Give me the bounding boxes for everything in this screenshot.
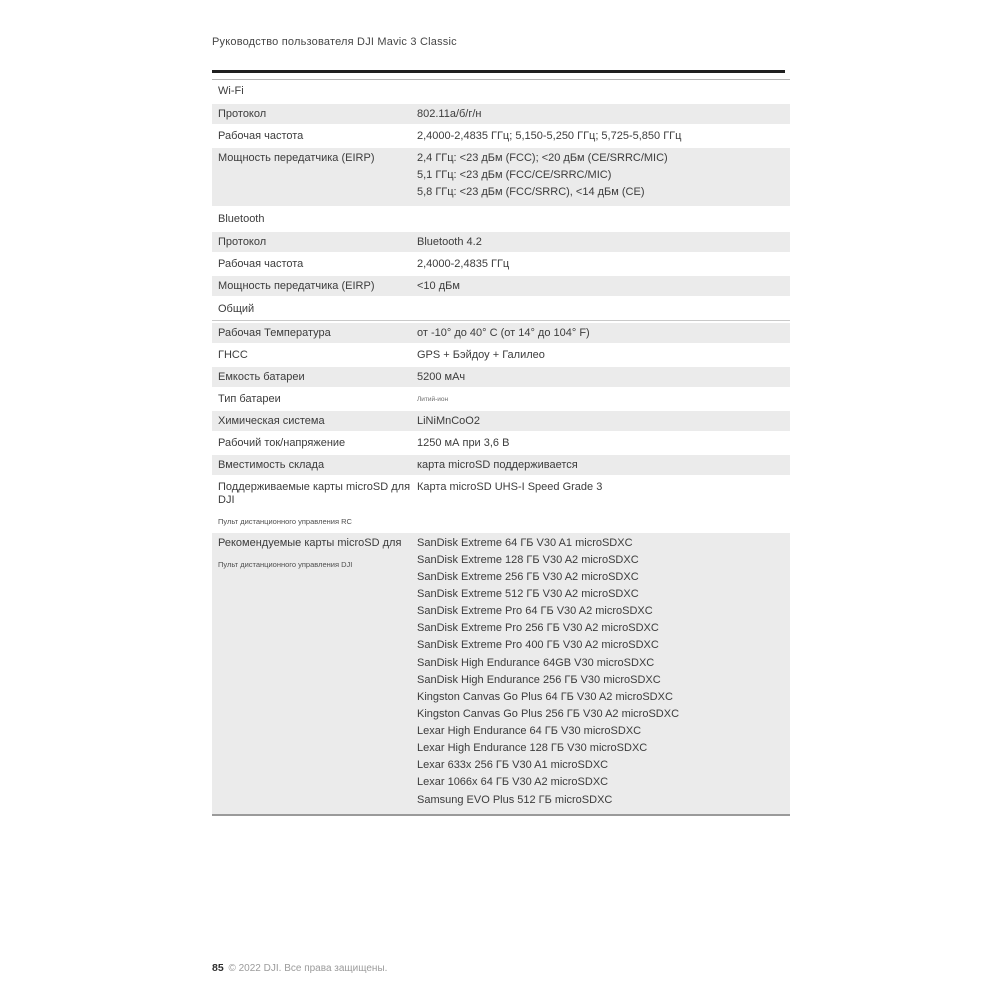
section-row bbox=[212, 298, 790, 321]
spec-value-cell bbox=[417, 389, 790, 409]
spec-value-cell bbox=[417, 148, 790, 206]
spec-label-cell bbox=[212, 104, 417, 124]
spec-value-line: Lexar 633x 256 ГБ V30 A1 microSDXC bbox=[417, 759, 609, 771]
spec-row bbox=[212, 345, 790, 365]
spec-label: Протокол bbox=[218, 236, 267, 248]
spec-value-line: SanDisk Extreme 64 ГБ V30 A1 microSDXC bbox=[417, 537, 633, 549]
spec-row bbox=[212, 433, 790, 453]
spec-value-line: Lexar 1066x 64 ГБ V30 A2 microSDXC bbox=[417, 776, 609, 788]
spec-value-cell bbox=[417, 232, 790, 252]
spec-row bbox=[212, 323, 790, 343]
spec-value-line: SanDisk Extreme Pro 400 ГБ V30 A2 microSDXC bbox=[417, 639, 659, 651]
spec-value-line: Bluetooth 4.2 bbox=[417, 236, 482, 248]
page-header-title: Руководство пользователя DJI Mavic 3 Classic bbox=[212, 36, 457, 48]
spec-row bbox=[212, 411, 790, 431]
spec-value-line: Lexar High Endurance 64 ГБ V30 microSDXC bbox=[417, 725, 642, 737]
spec-row bbox=[212, 276, 790, 296]
spec-table bbox=[212, 79, 790, 816]
spec-value-line: 5200 мАч bbox=[417, 371, 466, 383]
header-rule bbox=[212, 70, 785, 73]
spec-value-cell bbox=[417, 276, 790, 296]
spec-value-line: GPS + Бэйдоу + Галилео bbox=[417, 349, 545, 361]
spec-value-line: 2,4000-2,4835 ГГц bbox=[417, 258, 510, 270]
spec-label-cell bbox=[212, 232, 417, 252]
spec-value-cell bbox=[417, 367, 790, 387]
spec-label-cell bbox=[212, 148, 417, 206]
spec-label: Тип батареи bbox=[218, 393, 281, 405]
spec-row bbox=[212, 367, 790, 387]
section-label: Bluetooth bbox=[218, 213, 265, 225]
spec-label-cell bbox=[212, 367, 417, 387]
spec-label: Мощность передатчика (EIRP) bbox=[218, 280, 375, 292]
manual-page bbox=[212, 36, 790, 816]
spec-value-line: SanDisk High Endurance 256 ГБ V30 microSDXC bbox=[417, 674, 661, 686]
spec-label-cell bbox=[212, 411, 417, 431]
spec-label: Поддерживаемые карты microSD для DJI bbox=[218, 481, 411, 506]
spec-sublabel: Пульт дистанционного управления RC bbox=[218, 517, 352, 526]
spec-value-cell bbox=[417, 254, 790, 274]
spec-value-cell bbox=[417, 533, 790, 814]
section-label: Wi-Fi bbox=[218, 85, 244, 97]
spec-label: Химическая система bbox=[218, 415, 325, 427]
spec-row bbox=[212, 232, 790, 252]
spec-label-cell bbox=[212, 126, 417, 146]
spec-value-cell bbox=[417, 433, 790, 453]
spec-value-line: 2,4000-2,4835 ГГц; 5,150-5,250 ГГц; 5,725-5,850 ГГц bbox=[417, 130, 682, 142]
spec-value-line: Lexar High Endurance 128 ГБ V30 microSDXC bbox=[417, 742, 648, 754]
spec-row bbox=[212, 477, 790, 531]
section-row bbox=[212, 208, 790, 230]
spec-label-cell bbox=[212, 276, 417, 296]
spec-value-line: SanDisk Extreme 256 ГБ V30 A2 microSDXC bbox=[417, 571, 639, 583]
spec-label: Вместимость склада bbox=[218, 459, 325, 471]
copyright-text: © 2022 DJI. Все права защищены. bbox=[228, 963, 388, 974]
spec-row bbox=[212, 455, 790, 475]
spec-label-cell bbox=[212, 389, 417, 409]
spec-label-cell bbox=[212, 533, 417, 814]
spec-value-line: карта microSD поддерживается bbox=[417, 459, 578, 471]
spec-label: Емкость батареи bbox=[218, 371, 305, 383]
page-number: 85 bbox=[212, 962, 224, 974]
spec-label-cell bbox=[212, 345, 417, 365]
spec-label-cell bbox=[212, 455, 417, 475]
spec-value-line: SanDisk Extreme 128 ГБ V30 A2 microSDXC bbox=[417, 554, 639, 566]
spec-value-line: Карта microSD UHS-I Speed Grade 3 bbox=[417, 481, 603, 493]
section-label: Общий bbox=[218, 303, 255, 315]
spec-label: Рабочая частота bbox=[218, 258, 304, 270]
spec-row bbox=[212, 148, 790, 206]
spec-value-cell bbox=[417, 345, 790, 365]
section-row bbox=[212, 80, 790, 102]
spec-row bbox=[212, 533, 790, 814]
spec-value-cell bbox=[417, 411, 790, 431]
spec-value-line: от -10° до 40° C (от 14° до 104° F) bbox=[417, 327, 590, 339]
spec-value-line: 5,8 ГГц: <23 дБм (FCC/SRRC), <14 дБм (CE) bbox=[417, 186, 645, 198]
spec-value-line: Samsung EVO Plus 512 ГБ microSDXC bbox=[417, 794, 613, 806]
spec-label: Рабочая Температура bbox=[218, 327, 331, 339]
spec-label: Рабочий ток/напряжение bbox=[218, 437, 346, 449]
spec-value-cell bbox=[417, 323, 790, 343]
spec-value-cell bbox=[417, 104, 790, 124]
spec-row bbox=[212, 254, 790, 274]
spec-value-line: SanDisk Extreme Pro 64 ГБ V30 A2 microSDXC bbox=[417, 605, 653, 617]
spec-label: Рекомендуемые карты microSD для bbox=[218, 537, 402, 549]
spec-label-cell bbox=[212, 254, 417, 274]
page-footer bbox=[212, 962, 387, 974]
spec-value-line: Литий-ион bbox=[417, 396, 449, 403]
spec-row bbox=[212, 104, 790, 124]
spec-value-line: Kingston Canvas Go Plus 256 ГБ V30 A2 microSDXC bbox=[417, 708, 680, 720]
spec-value-line: LiNiMnCoO2 bbox=[417, 415, 480, 427]
spec-label-cell bbox=[212, 323, 417, 343]
spec-value-cell bbox=[417, 477, 790, 531]
spec-sublabel: Пульт дистанционного управления DJI bbox=[218, 560, 353, 569]
spec-label-cell bbox=[212, 477, 417, 531]
spec-value-line: SanDisk Extreme Pro 256 ГБ V30 A2 microSDXC bbox=[417, 622, 659, 634]
spec-value-line: SanDisk High Endurance 64GB V30 microSDXC bbox=[417, 657, 655, 669]
spec-value-line: 1250 мА при 3,6 В bbox=[417, 437, 510, 449]
spec-row bbox=[212, 389, 790, 409]
spec-value-line: SanDisk Extreme 512 ГБ V30 A2 microSDXC bbox=[417, 588, 639, 600]
spec-value-cell bbox=[417, 126, 790, 146]
spec-row bbox=[212, 126, 790, 146]
spec-value-cell bbox=[417, 455, 790, 475]
spec-label: Протокол bbox=[218, 108, 267, 120]
spec-value-line: 802.11a/б/г/н bbox=[417, 108, 482, 120]
spec-value-line: 5,1 ГГц: <23 дБм (FCC/CE/SRRC/MIC) bbox=[417, 169, 612, 181]
spec-value-line: Kingston Canvas Go Plus 64 ГБ V30 A2 microSDXC bbox=[417, 691, 673, 703]
spec-label: Рабочая частота bbox=[218, 130, 304, 142]
spec-value-line: 2,4 ГГц: <23 дБм (FCC); <20 дБм (CE/SRRC/MIC) bbox=[417, 152, 668, 164]
spec-label: Мощность передатчика (EIRP) bbox=[218, 152, 375, 164]
spec-label: ГНСС bbox=[218, 349, 248, 361]
spec-label-cell bbox=[212, 433, 417, 453]
spec-value-line: <10 дБм bbox=[417, 280, 460, 292]
